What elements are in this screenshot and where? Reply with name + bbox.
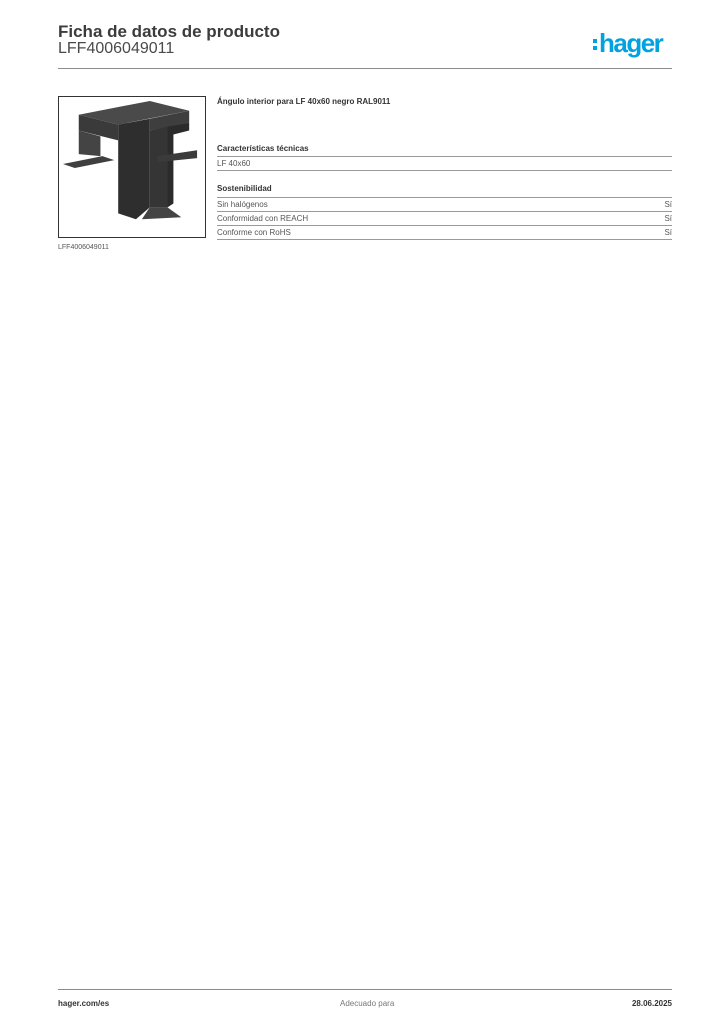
image-caption: LFF4006049011 <box>58 244 109 251</box>
footer-date: 28.06.2025 <box>631 999 672 1008</box>
technical-table <box>217 156 672 171</box>
row-value: Sí <box>664 200 672 209</box>
footer-divider <box>58 989 672 990</box>
row-label: Conformidad con REACH <box>217 214 309 223</box>
logo-colon-icon <box>593 39 597 50</box>
row-value: Sí <box>664 214 672 223</box>
table-row <box>217 225 672 240</box>
corner-trunking-icon <box>59 97 205 237</box>
table-row <box>217 197 672 211</box>
header-divider <box>58 68 672 69</box>
technical-heading: Características técnicas <box>217 144 309 153</box>
sustainability-heading: Sostenibilidad <box>217 184 272 193</box>
row-label: Sin halógenos <box>217 200 268 209</box>
table-row <box>217 211 672 225</box>
sustainability-table <box>217 197 672 240</box>
product-image <box>58 96 206 238</box>
row-label: Conforme con RoHS <box>217 228 291 237</box>
footer-website-link[interactable]: hager.com/es <box>58 999 110 1008</box>
product-reference: LFF4006049011 <box>58 40 175 57</box>
hager-logo <box>593 28 662 58</box>
product-description: Ángulo interior para LF 40x60 negro RAL9011 <box>217 97 391 106</box>
table-row <box>217 156 672 171</box>
row-label: LF 40x60 <box>217 159 251 168</box>
row-value: Sí <box>664 228 672 237</box>
footer-center-text: Adecuado para <box>340 999 395 1008</box>
logo-text: hager <box>599 28 663 58</box>
page-title: Ficha de datos de producto <box>58 22 280 41</box>
